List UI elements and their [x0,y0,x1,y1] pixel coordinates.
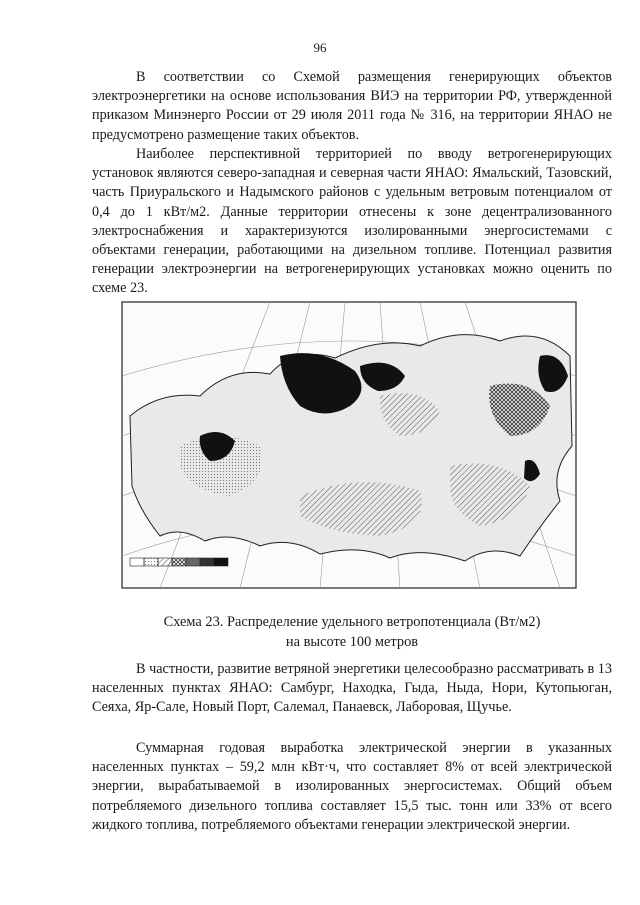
paragraph-1: В соответствии со Схемой размещения генерирующих объектов электроэнергетики на основе использования ВИЭ на территории РФ, утвержденной приказом Минэнерго России от 29 июля 2011 года № 316, на территории ЯНАО не предусмотрено размещение таких объектов. [92,69,612,143]
wind-potential-map [120,296,578,596]
page-number: 96 [313,40,327,55]
map-legend [130,558,228,566]
figure-caption: Схема 23. Распределение удельного ветропотенциала (Вт/м2) [163,614,541,630]
paragraph-3: В частности, развитие ветряной энергетики целесообразно рассматривать в 13 населенных пунктах ЯНАО: Самбург, Находка, Гыда, Ныда, Нори, Кутопьюган, Сеяха, Яр-Сале, Новый Порт, Салемал, Панаевск, Лаборовая, Щучье. [92,661,612,716]
figure-caption-line-2: на высоте 100 метров [285,634,419,650]
paragraph-4: Суммарная годовая выработка электрической энергии в указанных населенных пунктах – 59,2 млн кВт·ч, что составляет 8% от всей электрической энергии, вырабатываемой в изолированных энергосистемах. Общий объем потребляемого дизельного топлива составляет 15,5 тыс. тонн или 33% от всего жидкого топлива, потребляемого объектами генерации электрической энергии. [92,740,612,833]
paragraph-2: Наиболее перспективной территорией по вводу ветрогенерирующих установок являются северо-западная и северная части ЯНАО: Ямальский, Тазовский, часть Приуральского и Надымского районов с удельным ветровым потенциалом от 0,4 до 1 кВт/м2. Данные территории отнесены к зоне децентрализованного электроснабжения и характеризуются изолированными энергосистемами с объектами генерации, работающими на дизельном топливе. Потенциал развития генерации электроэнергии на ветрогенерирующих установках можно оценить по схеме 23. [92,146,612,297]
